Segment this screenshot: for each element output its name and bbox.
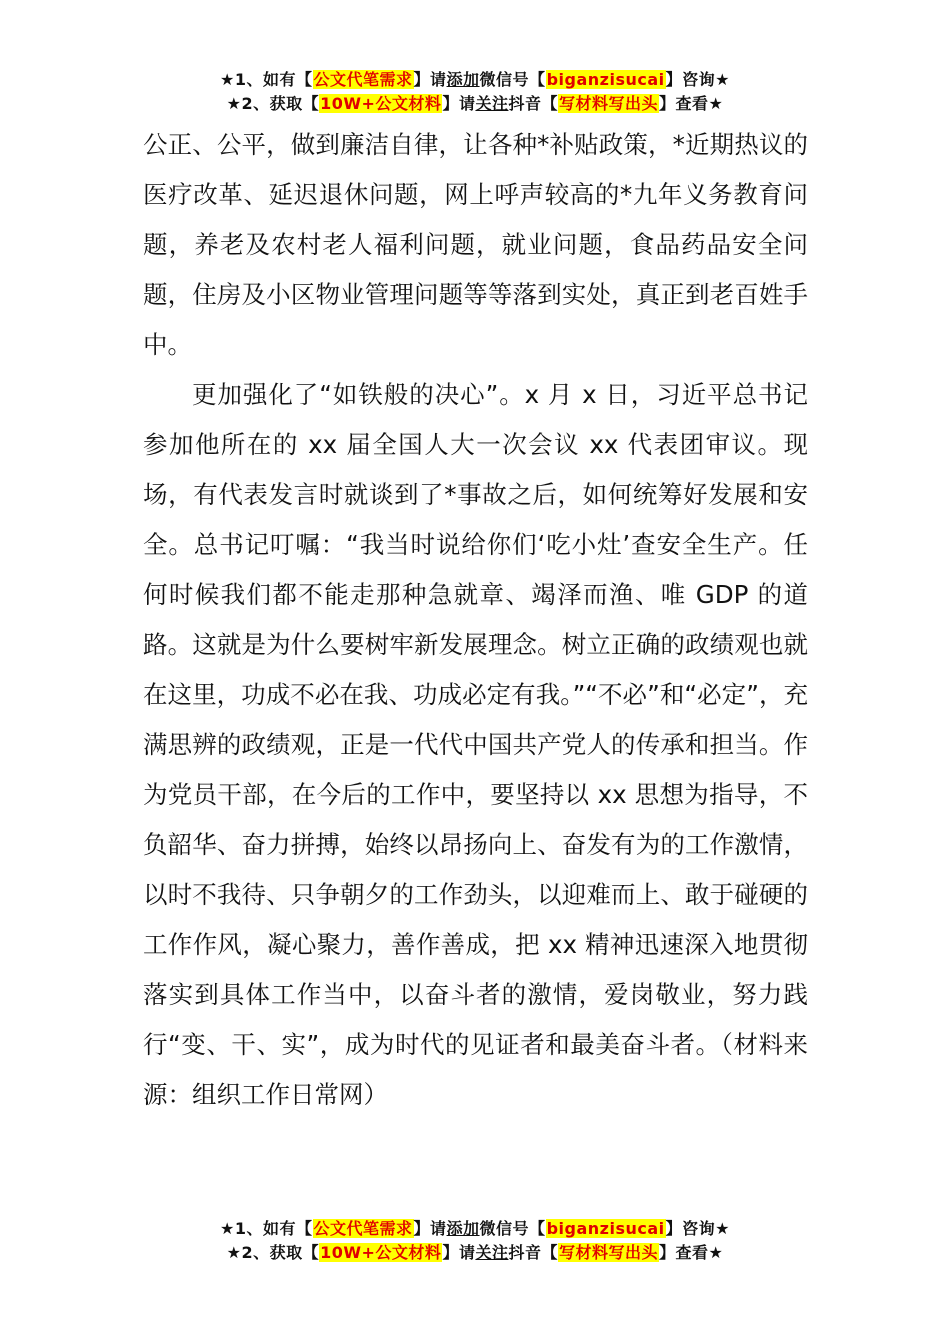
ad-text: 】请 (413, 70, 447, 89)
ad-line-2 (0, 92, 950, 116)
ad-text: 微信号【 (479, 1219, 546, 1238)
ad-highlight: 10W+公文材料 (320, 1243, 442, 1262)
ad-highlight-douyin-id: 写材料写出头 (558, 1243, 658, 1262)
ad-text: 抖音【 (508, 94, 558, 113)
ad-highlight-douyin-id: 写材料写出头 (558, 94, 658, 113)
ad-line-2 (0, 1241, 950, 1265)
paragraph-2: 更加强化了“如铁般的决心”。x 月 x 日，习近平总书记参加他所在的 xx 届全国人大一次会议 xx 代表团审议。现场，有代表发言时就谈到了*事故之后，如何统筹好发展和安全。总书记叮嘱：“我当时说给你们‘吃小灶’查安全生产。任何时候我们都不能走那种急就章、竭泽而渔、唯 GDP 的道路。这就是为什么要树牢新发展理念。树立正确的政绩观也就在这里，功成不必在我、功成必定有我。”“不必”和“必定”，充满思辨的政绩观，正是一代代中国共产党人的传承和担当。作为党员干部，在今后的工作中，要坚持以 xx 思想为指导，不负韶华、奋力拼搏，始终以昂扬向上、奋发有为的工作激情，以时不我待、只争朝夕的工作劲头，以迎难而上、敢于碰硬的工作作风，凝心聚力，善作善成，把 xx 精神迅速深入地贯彻落实到具体工作当中，以奋斗者的激情，爱岗敬业，努力践行“变、干、实”，成为时代的见证者和最美奋斗者。（材料来源：组织工作日常网） (143, 380, 808, 1109)
ad-text: ★2、获取【 (226, 94, 320, 113)
ad-underlined-text: 添加 (446, 1219, 480, 1238)
ad-text: 】请 (442, 1243, 476, 1262)
ad-footer-bottom (0, 1217, 950, 1265)
ad-text: 】查看★ (659, 94, 724, 113)
ad-text: 】请 (413, 1219, 447, 1238)
paragraph-1: 公正、公平，做到廉洁自律，让各种*补贴政策，*近期热议的医疗改革、延迟退休问题，网上呼声较高的*九年义务教育问题，养老及农村老人福利问题，就业问题，食品药品安全问题，住房及小区物业管理问题等等落到实处，真正到老百姓手中。 (143, 130, 808, 359)
ad-highlight: 公文代笔需求 (313, 1219, 413, 1238)
ad-highlight-wechat-id: biganzisucai (546, 1219, 665, 1238)
ad-line-1 (0, 68, 950, 92)
ad-text: 】咨询★ (665, 70, 730, 89)
ad-highlight: 公文代笔需求 (313, 70, 413, 89)
ad-text: 】咨询★ (665, 1219, 730, 1238)
ad-underlined-text: 关注 (475, 1243, 509, 1262)
ad-text: ★1、如有【 (220, 1219, 313, 1238)
ad-highlight: 10W+公文材料 (320, 94, 442, 113)
ad-underlined-text: 添加 (446, 70, 480, 89)
ad-text: 】请 (442, 94, 476, 113)
ad-line-1 (0, 1217, 950, 1241)
ad-underlined-text: 关注 (475, 94, 509, 113)
ad-highlight-wechat-id: biganzisucai (546, 70, 665, 89)
document-body (143, 120, 808, 1120)
ad-text: 微信号【 (479, 70, 546, 89)
ad-text: 抖音【 (508, 1243, 558, 1262)
ad-text: ★2、获取【 (226, 1243, 320, 1262)
ad-text: 】查看★ (659, 1243, 724, 1262)
ad-header-top (0, 68, 950, 116)
ad-text: ★1、如有【 (220, 70, 313, 89)
